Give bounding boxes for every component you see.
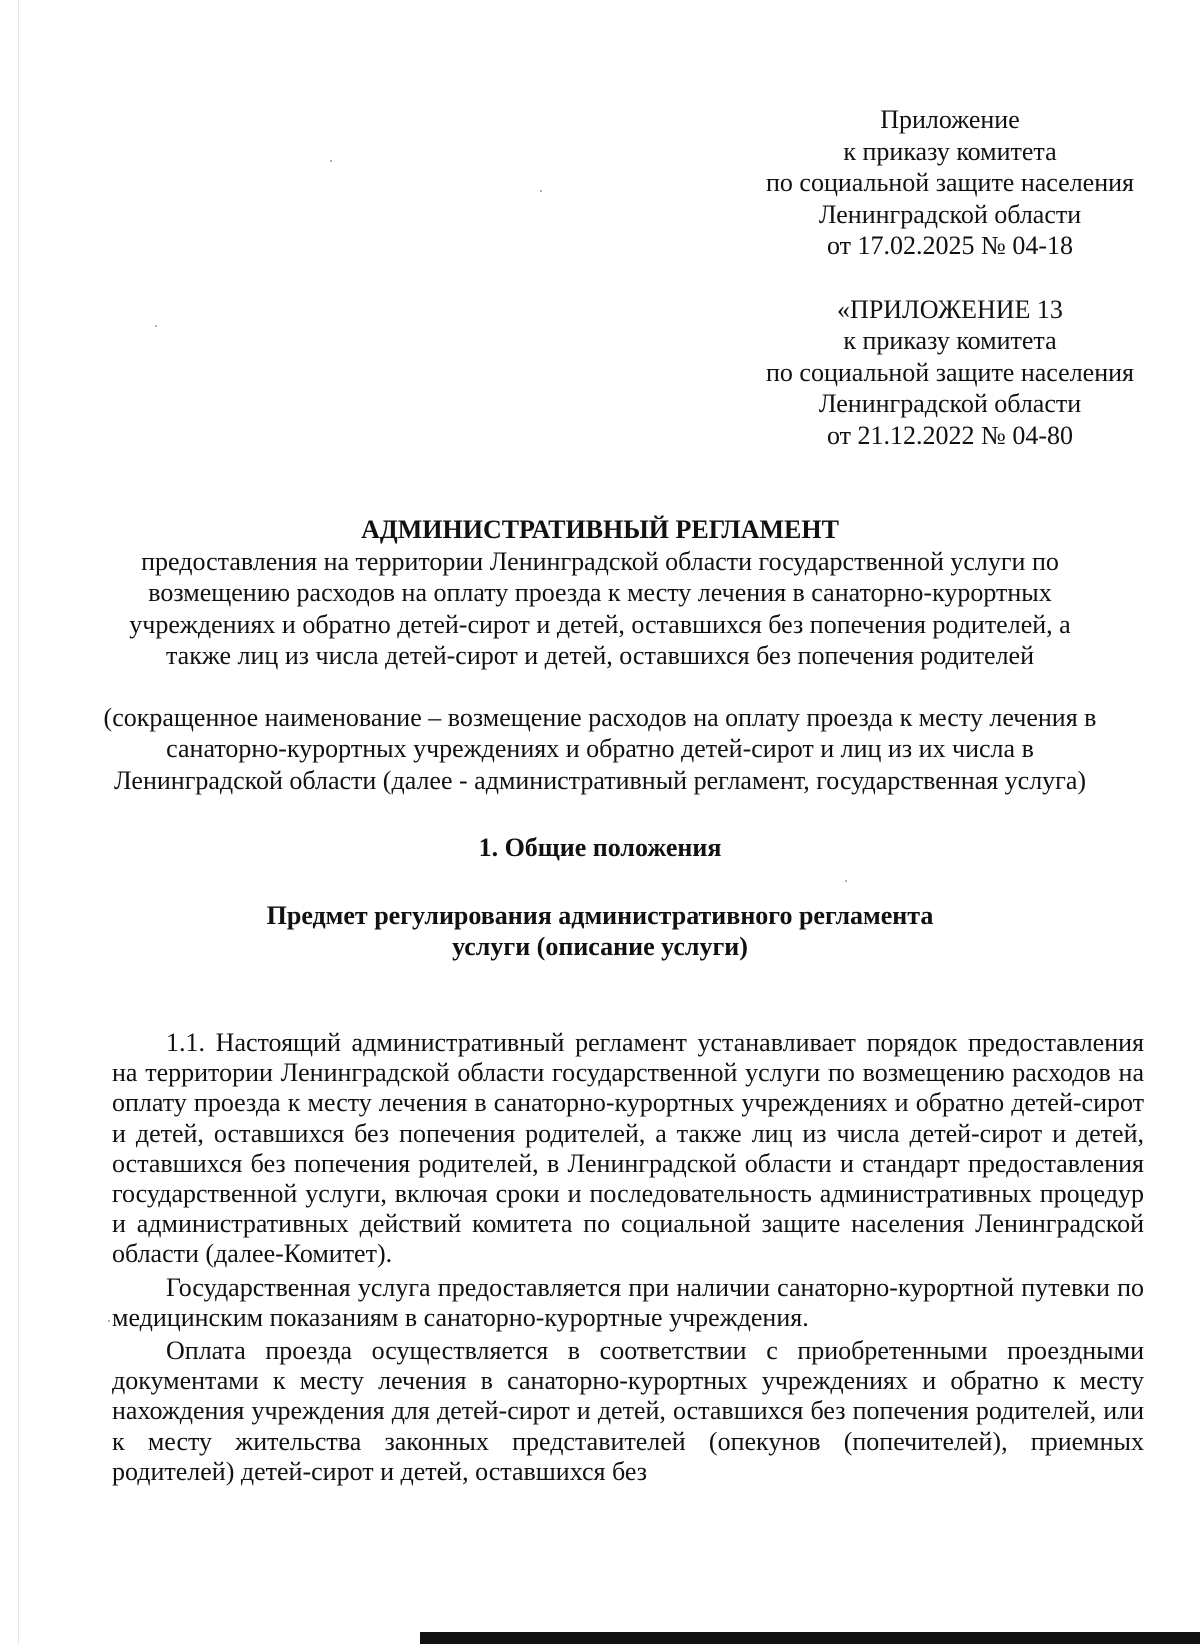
approval-line: Приложение xyxy=(880,105,1020,134)
paragraph: Оплата проезда осуществляется в соответствии с приобретенными проездными документами к месту лечения в санаторно-курортных учреждениях и обратно к месту нахождения учреждения для детей-сирот и детей, оставшихся без попечения родителей, или к месту жительства законных представителей (опекунов (попечителей), приемных родителей) детей-сирот и детей, оставшихся без xyxy=(112,1336,1144,1486)
body-text xyxy=(112,1028,1144,1487)
scan-bottom-edge xyxy=(420,1632,1200,1644)
subsection-heading-line: Предмет регулирования административного регламента xyxy=(266,900,934,930)
paragraph: 1.1. Настоящий административный регламент устанавливает порядок предоставления на территории Ленинградской области государственной услуги по возмещению расходов на оплату проезда к месту лечения в санаторно-курортных учреждениях и обратно детей-сирот и детей, оставшихся без попечения родителей, а также лиц из числа детей-сирот и детей, оставшихся без попечения родителей, в Ленинградской области и стандарт предоставления государственной услуги, включая сроки и последовательность административных процедур и административных действий комитета по социальной защите населения Ленинградской области (далее-Комитет). xyxy=(112,1028,1144,1269)
scan-edge-line xyxy=(18,0,19,1644)
scan-speck xyxy=(155,325,157,327)
approval-line: от 21.12.2022 № 04-80 xyxy=(827,420,1073,450)
subsection-heading-line: услуги (описание услуги) xyxy=(452,932,748,961)
approval-line: Ленинградской области xyxy=(818,199,1082,229)
paragraph: Государственная услуга предоставляется при наличии санаторно-курортной путевки по медицинским показаниям в санаторно-курортные учреждения. xyxy=(112,1272,1144,1332)
approval-line: по социальной защите населения xyxy=(765,357,1134,387)
scan-speck xyxy=(108,1320,110,1322)
approval-block-current xyxy=(720,104,1180,262)
subsection-heading xyxy=(100,900,1100,963)
scan-speck xyxy=(540,190,542,192)
approval-line: к приказу комитета xyxy=(843,136,1057,166)
document-title: АДМИНИСТРАТИВНЫЙ РЕГЛАМЕНТ xyxy=(361,515,839,544)
approval-line: «ПРИЛОЖЕНИЕ 13 xyxy=(837,294,1063,324)
document-short-name: (сокращенное наименование – возмещение расходов на оплату проезда к месту лечения в санаторно-курортных учреждениях и обратно детей-сирот и лиц из их числа в Ленинградской области (далее - административный регламент, государственная услуга) xyxy=(103,702,1097,795)
document-subtitle: предоставления на территории Ленинградской области государственной услуги по возмещению расходов на оплату проезда к месту лечения в санаторно-курортных учреждениях и обратно детей-сирот и детей, оставшихся без попечения родителей, а также лиц из числа детей-сирот и детей, оставшихся без попечения родителей xyxy=(129,546,1071,670)
approval-line: Ленинградской области xyxy=(818,389,1082,418)
section-heading: 1. Общие положения xyxy=(478,833,722,862)
approval-line: к приказу комитета xyxy=(843,326,1057,355)
approval-stamp xyxy=(720,104,1180,451)
approval-line: по социальной защите населения xyxy=(765,168,1134,197)
approval-line: от 17.02.2025 № 04-18 xyxy=(827,231,1073,260)
title-block xyxy=(100,514,1100,963)
approval-block-original xyxy=(720,294,1180,452)
scan-speck xyxy=(330,160,332,162)
